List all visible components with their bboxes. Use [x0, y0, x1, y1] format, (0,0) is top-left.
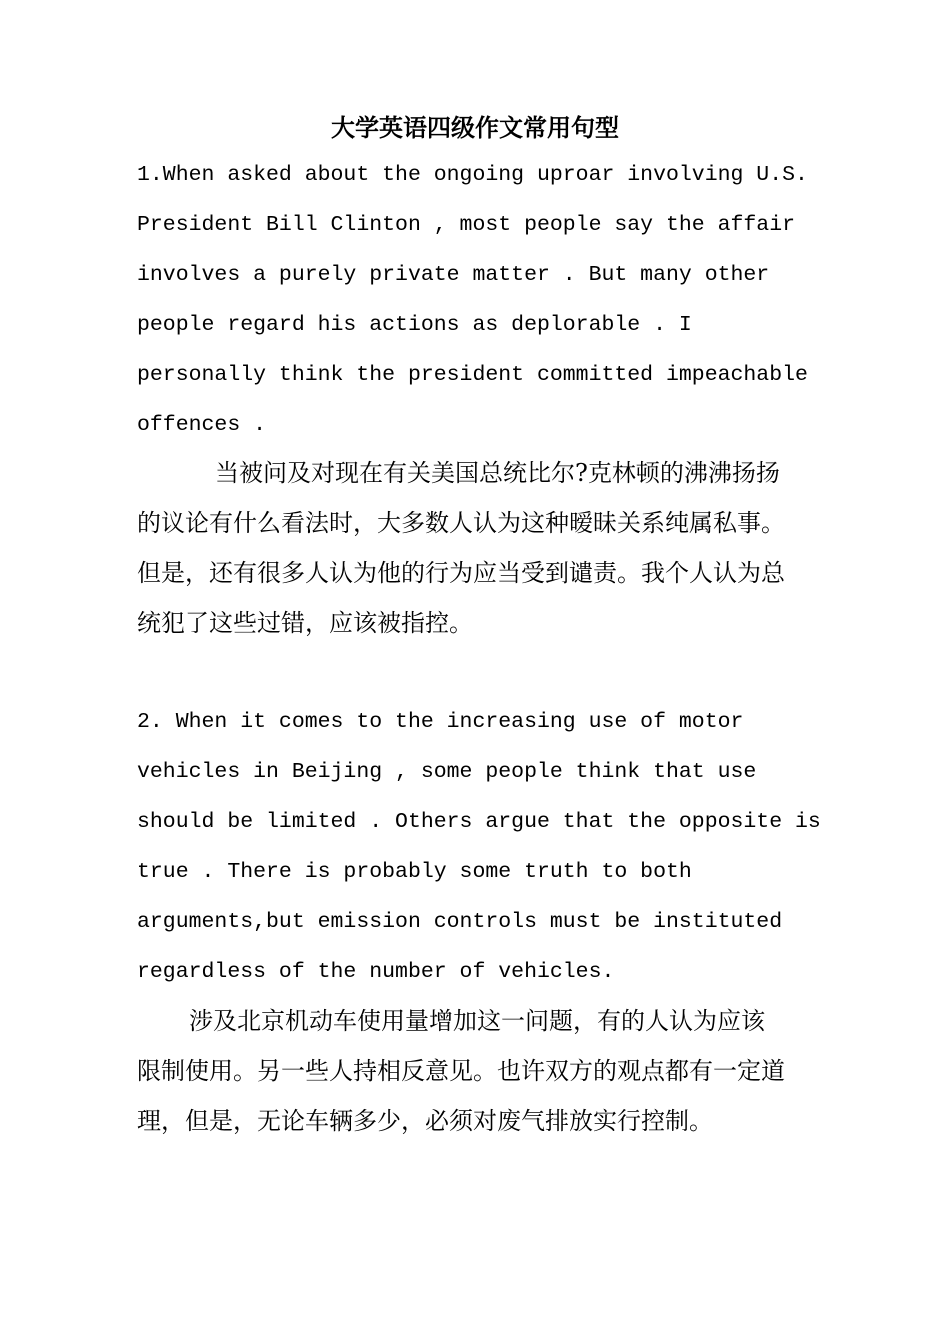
section1-chinese-line: 但是，还有很多人认为他的行为应当受到谴责。我个人认为总	[137, 559, 785, 587]
section1-english-line: offences .	[137, 413, 267, 437]
section2-english-line: arguments,but emission controls must be instituted	[137, 910, 783, 934]
section1-english-line: personally think the president committed impeachable	[137, 363, 808, 387]
section2-chinese-line: 涉及北京机动车使用量增加这一问题，有的人认为应该	[189, 1007, 765, 1035]
section2-english-line: vehicles in Beijing , some people think that use	[137, 760, 757, 784]
document-title: 大学英语四级作文常用句型	[331, 113, 619, 142]
section2-english-line: true . There is probably some truth to both	[137, 860, 692, 884]
section1-english-line: people regard his actions as deplorable . I	[137, 313, 692, 337]
section2-chinese-line: 理，但是，无论车辆多少，必须对废气排放实行控制。	[137, 1107, 713, 1135]
section2-english-line: should be limited . Others argue that the opposite is	[137, 810, 821, 834]
section2-english-line: regardless of the number of vehicles.	[137, 960, 615, 984]
section1-english-line: 1.When asked about the ongoing uproar involving U.S.	[137, 163, 808, 187]
section2-chinese	[137, 996, 817, 1146]
section2-english	[137, 697, 821, 997]
section1-chinese-line: 统犯了这些过错，应该被指控。	[137, 609, 473, 637]
section1-english-line: involves a purely private matter . But many other	[137, 263, 770, 287]
section1-chinese-line: 的议论有什么看法时，大多数人认为这种暧昧关系纯属私事。	[137, 509, 785, 537]
section2-chinese-line: 限制使用。另一些人持相反意见。也许双方的观点都有一定道	[137, 1057, 785, 1085]
section1-chinese	[137, 448, 817, 648]
section2-english-line: 2. When it comes to the increasing use of motor	[137, 710, 744, 734]
section1-english	[137, 150, 808, 450]
section1-english-line: President Bill Clinton , most people say the affair	[137, 213, 796, 237]
section1-chinese-line: 当被问及对现在有关美国总统比尔?克林顿的沸沸扬扬	[215, 459, 780, 487]
